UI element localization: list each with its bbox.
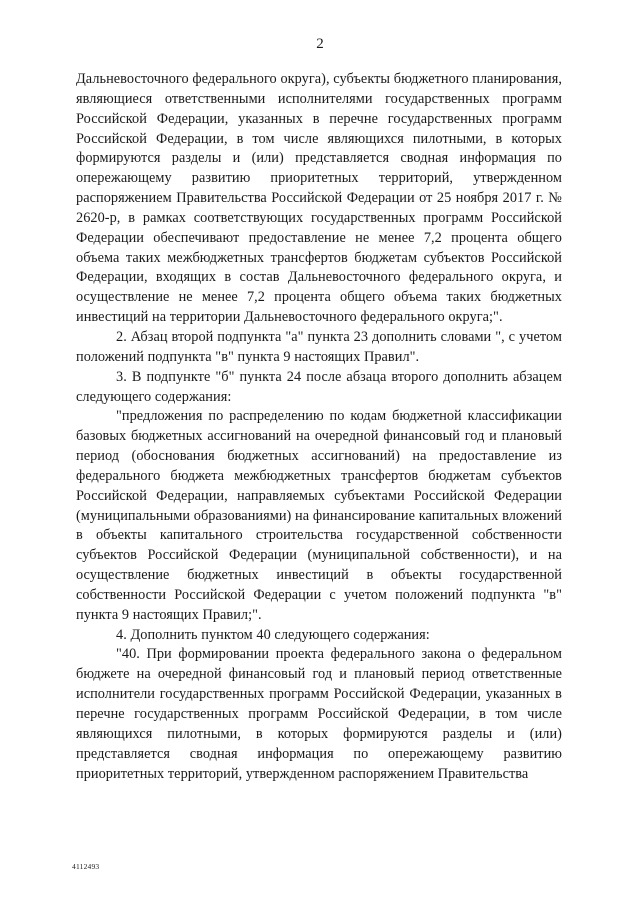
- document-body: [76, 70, 562, 784]
- paragraph-item-2: 2. Абзац второй подпункта "а" пункта 23 дополнить словами ", с учетом положений подпункта "в" пункта 9 настоящих Правил".: [76, 328, 562, 365]
- paragraph-quoted-proposals: "предложения по распределению по кодам бюджетной классификации базовых бюджетных ассигнований на очередной финансовый год и плановый период (обоснования бюджетных ассигнований) на предоставление из федерального бюджета межбюджетных трансфертов бюджетам субъектов Российской Федерации, направляемых субъектами Российской Федерации (муниципальными образованиями) на финансирование капитальных вложений в объекты капитального строительства государственной собственности субъектов Российской Федерации (муниципальной собственности), и на осуществление бюджетных инвестиций в объекты государственной собственности Российской Федерации с учетом положений подпункта "в" пункта 9 настоящих Правил;".: [76, 408, 562, 623]
- paragraph-continuation: Дальневосточного федерального округа), субъекты бюджетного планирования, являющиеся ответственными исполнителями государственных программ Российской Федерации, указанных в перечне государственных программ Российской Федерации, в том числе являющихся пилотными, в которых формируются разделы и (или) представляется сводная информация по опережающему развитию приоритетных территорий, утвержденном распоряжением Правительства Российской Федерации от 25 ноября 2017 г. № 2620-р, в рамках соответствующих государственных программ Российской Федерации обеспечивают предоставление не менее 7,2 процента общего объема таких межбюджетных трансфертов бюджетам субъектов Российской Федерации, входящих в состав Дальневосточного федерального округа, и осуществление не менее 7,2 процента общего объема таких бюджетных инвестиций на территории Дальневосточного федерального округа;".: [76, 71, 562, 326]
- page-number: 2: [316, 36, 324, 52]
- paragraph-quoted-item-40: "40. При формировании проекта федерального закона о федеральном бюджете на очередной финансовый год и плановый период ответственные исполнители государственных программ Российской Федерации, указанных в перечне государственных программ Российской Федерации, в том числе являющихся пилотными, в которых формируются разделы и (или) представляется сводная информация по опережающему развитию приоритетных территорий, утвержденном распоряжением Правительства: [76, 646, 562, 782]
- paragraph-item-4: 4. Дополнить пунктом 40 следующего содержания:: [116, 626, 430, 643]
- document-code: 4112493: [72, 862, 100, 871]
- paragraph-item-3: 3. В подпункте "б" пункта 24 после абзаца второго дополнить абзацем следующего содержания:: [76, 368, 562, 405]
